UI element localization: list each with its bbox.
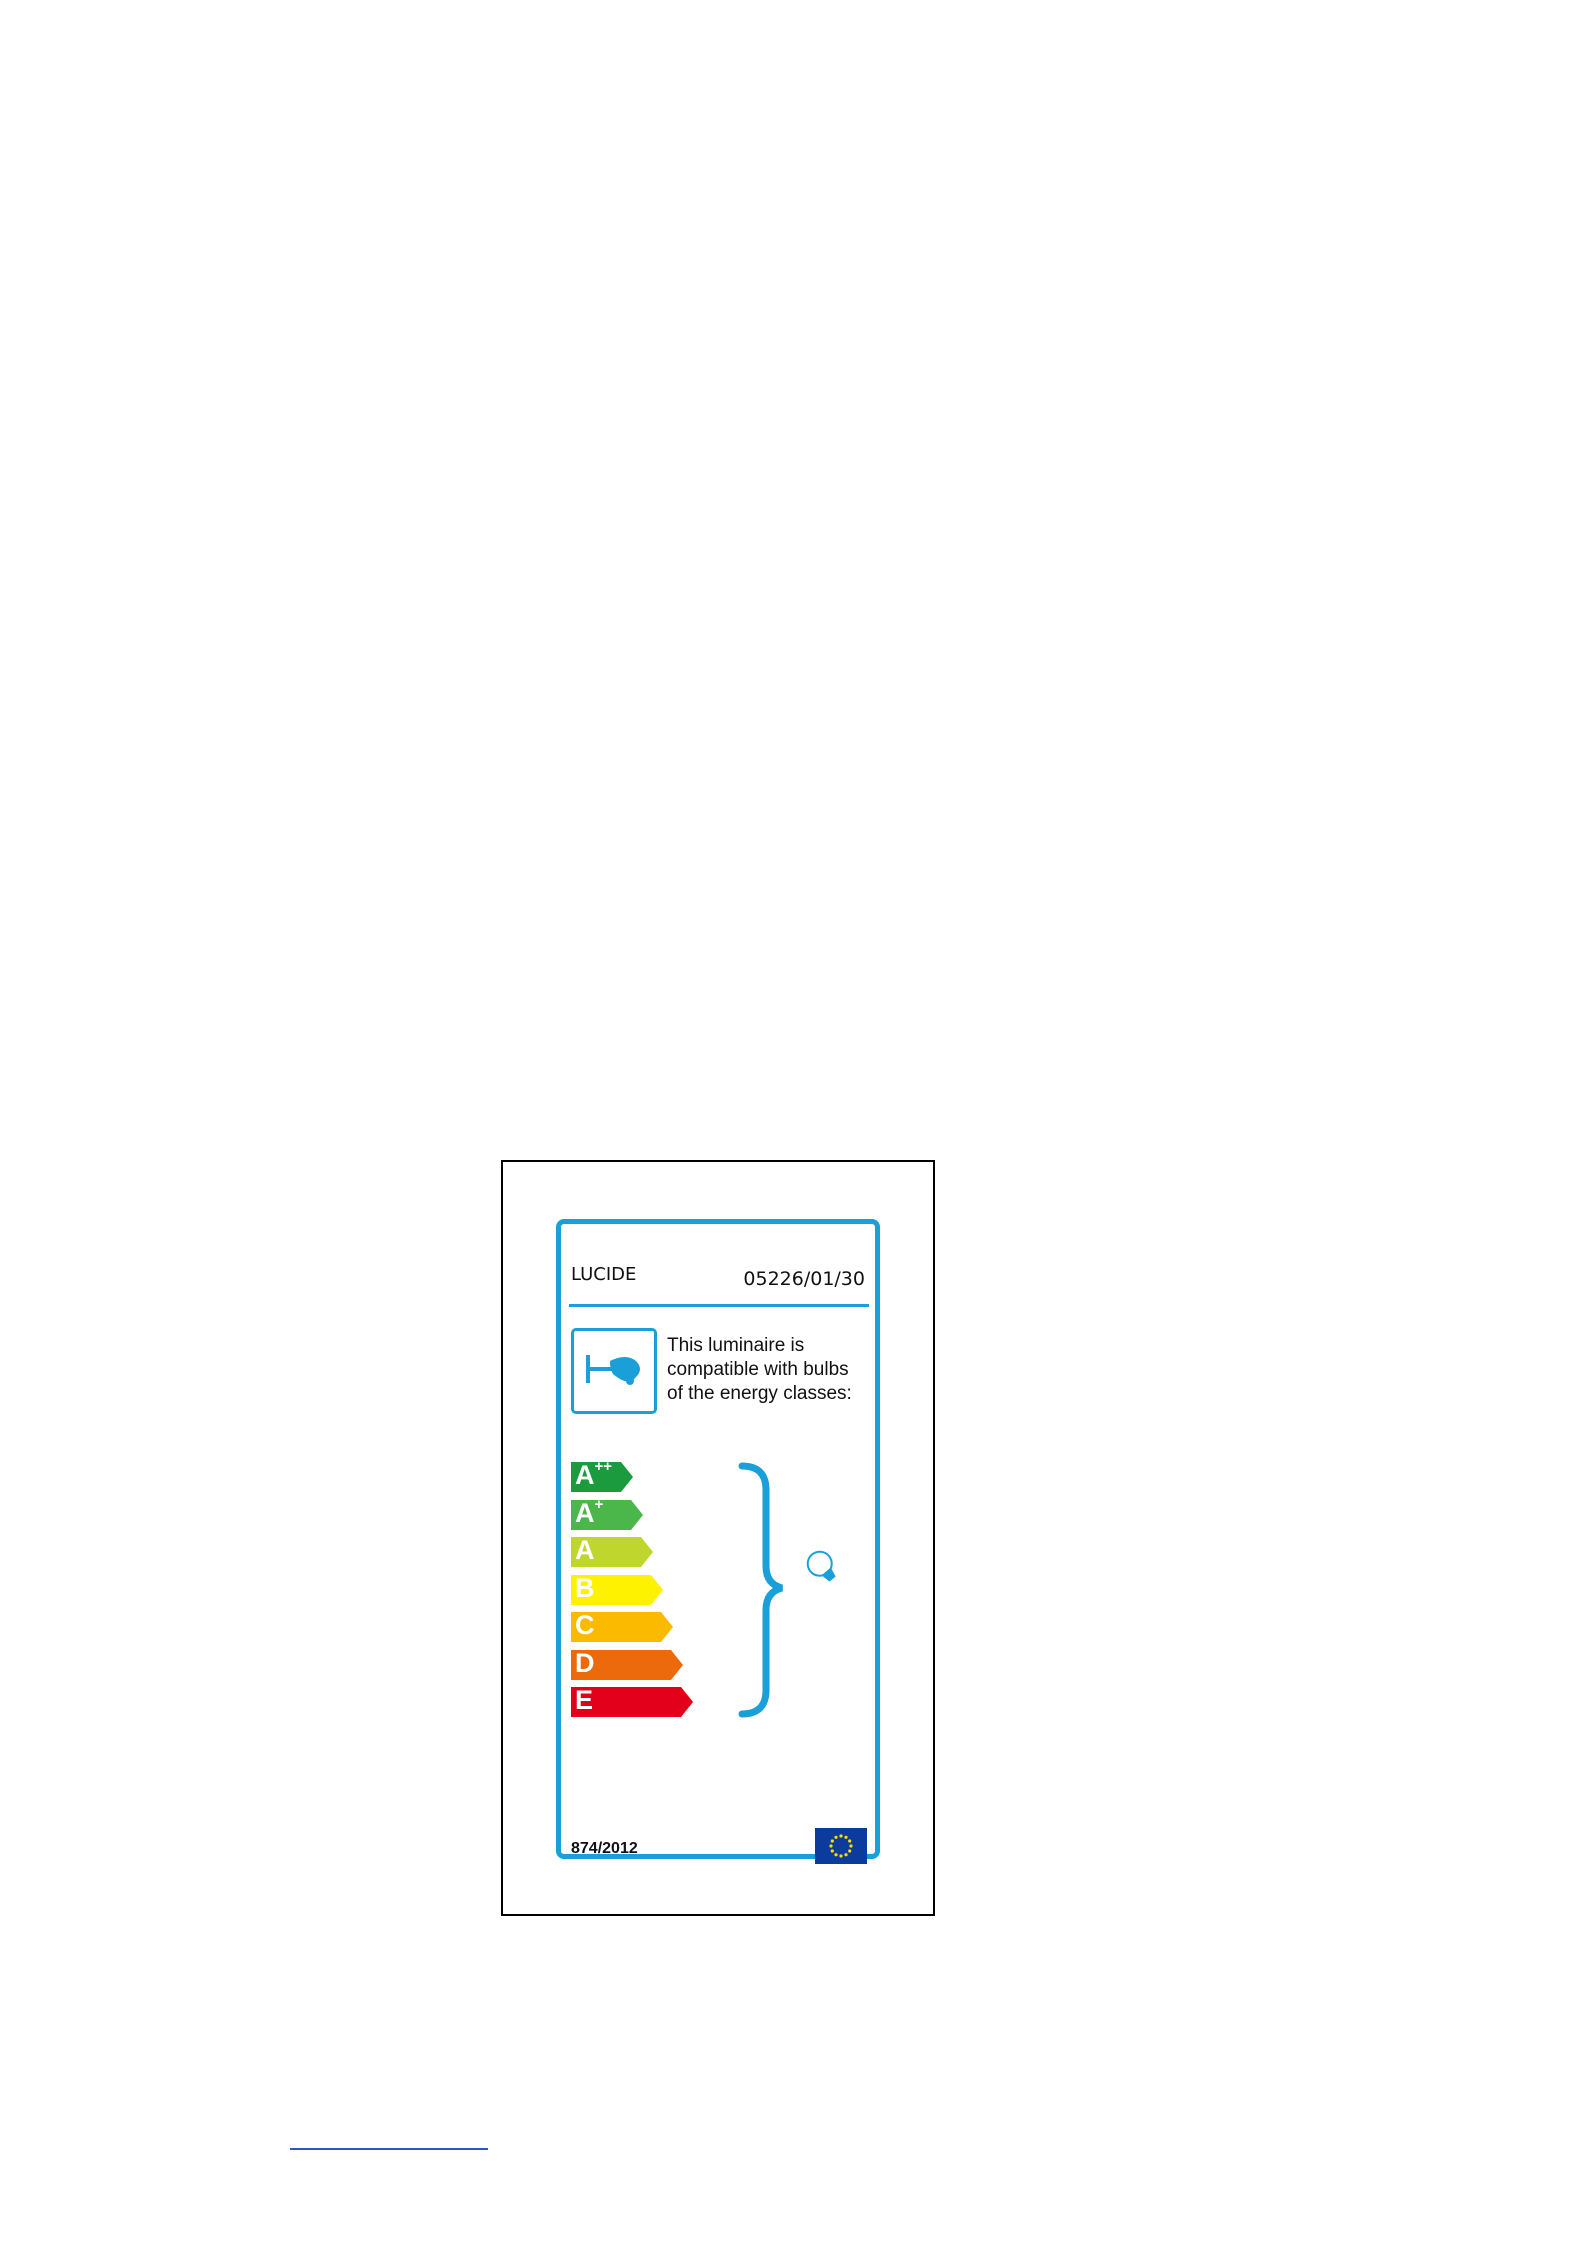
range-brace <box>742 1466 782 1714</box>
compatibility-line: compatible with bulbs <box>667 1359 849 1380</box>
brand-name: LUCIDE <box>571 1264 637 1285</box>
product-code: 05226/01/30 <box>743 1268 865 1290</box>
compatibility-line: of the energy classes: <box>667 1383 852 1404</box>
class-letter: C <box>575 1610 595 1640</box>
header-divider <box>569 1304 869 1307</box>
eu-flag-icon <box>815 1828 867 1864</box>
class-letter: E <box>575 1685 594 1715</box>
compatibility-line: This luminaire is <box>667 1335 805 1356</box>
energy-label <box>556 1219 880 1859</box>
class-sup: + <box>594 1495 604 1513</box>
class-letter: A <box>575 1460 595 1490</box>
bulb-icon <box>803 1547 842 1587</box>
compatibility-text <box>667 1334 877 1406</box>
footer-link-underline[interactable] <box>290 2148 488 2150</box>
class-letter: A <box>575 1497 595 1528</box>
luminaire-icon-box <box>571 1328 657 1414</box>
class-letter: D <box>575 1647 595 1678</box>
luminaire-icon <box>574 1331 654 1411</box>
class-letter: B <box>575 1572 595 1603</box>
energy-label-frame <box>501 1160 935 1916</box>
regulation-number: 874/2012 <box>571 1840 638 1857</box>
class-letter: A <box>575 1535 595 1565</box>
brace-and-bulb <box>736 1462 876 1722</box>
class-sup: ++ <box>594 1458 613 1475</box>
